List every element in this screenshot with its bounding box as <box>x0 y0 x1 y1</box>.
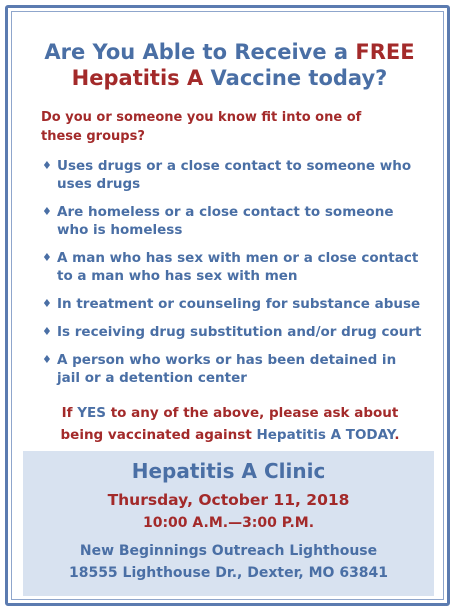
cta-part-2: to any of the above, please ask about being vaccinated against <box>60 405 399 443</box>
headline-line-1 <box>20 38 439 66</box>
clinic-location: New Beginnings Outreach Lighthouse <box>79 543 378 559</box>
diamond-bullet-icon: ♦ <box>42 325 52 338</box>
risk-group-list <box>42 157 422 397</box>
diamond-bullet-icon: ♦ <box>42 251 52 264</box>
diamond-bullet-icon: ♦ <box>42 353 52 366</box>
diamond-bullet-icon: ♦ <box>42 159 52 172</box>
clinic-title: Hepatitis A Clinic <box>131 459 326 483</box>
eligibility-question: Do you or someone you know fit into one of these groups? <box>41 110 362 144</box>
risk-group-text: Is receiving drug substitution and/or drug court <box>57 324 422 340</box>
clinic-time: 10:00 A.M.—3:00 P.M. <box>142 515 315 531</box>
call-to-action <box>40 402 420 446</box>
risk-group-item <box>42 249 422 285</box>
headline-prefix: Are You Able to Receive a <box>44 40 356 64</box>
headline-hepatitis: Hepatitis A <box>71 66 204 90</box>
headline-suffix: Vaccine today? <box>203 66 388 90</box>
risk-group-item <box>42 323 422 341</box>
risk-group-item <box>42 295 422 313</box>
cta-end: . <box>394 427 400 443</box>
risk-group-text: In treatment or counseling for substance abuse <box>57 296 421 312</box>
cta-yes: YES <box>77 405 106 421</box>
headline-line-2 <box>20 64 439 92</box>
risk-group-text: Uses drugs or a close contact to someone who uses drugs <box>57 158 412 192</box>
risk-group-item <box>42 351 422 387</box>
diamond-bullet-icon: ♦ <box>42 297 52 310</box>
cta-highlight: Hepatitis A TODAY <box>256 427 395 443</box>
clinic-info-panel <box>23 451 434 596</box>
clinic-address: 18555 Lighthouse Dr., Dexter, MO 63841 <box>68 565 389 581</box>
cta-part-1: If <box>61 405 78 421</box>
risk-group-text: A man who has sex with men or a close contact to a man who has sex with men <box>57 250 419 284</box>
risk-group-item <box>42 157 422 193</box>
clinic-date: Thursday, October 11, 2018 <box>107 491 350 509</box>
headline-free: FREE <box>355 40 415 64</box>
risk-group-text: Are homeless or a close contact to someone who is homeless <box>57 204 394 238</box>
diamond-bullet-icon: ♦ <box>42 205 52 218</box>
risk-group-item <box>42 203 422 239</box>
risk-group-text: A person who works or has been detained in jail or a detention center <box>57 352 397 386</box>
